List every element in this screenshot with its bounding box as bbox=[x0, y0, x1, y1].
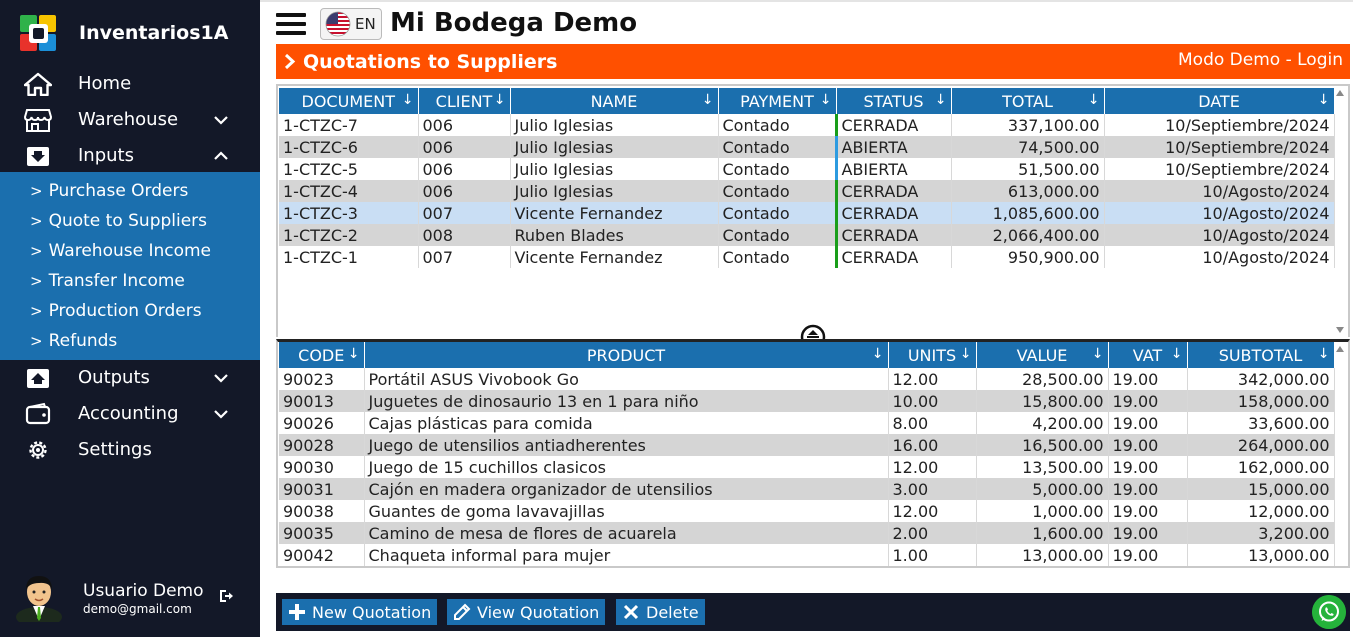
table-cell: 006 bbox=[418, 180, 510, 202]
chevron-right-icon: > bbox=[30, 332, 43, 350]
table-cell: 19.00 bbox=[1108, 522, 1187, 544]
plus-icon bbox=[288, 603, 306, 621]
nav-accounting-label: Accounting bbox=[78, 403, 179, 424]
column-header-value[interactable]: VALUE ↓ bbox=[976, 342, 1108, 368]
logout-icon[interactable] bbox=[218, 588, 234, 604]
table-cell: 13,000.00 bbox=[1187, 544, 1334, 566]
table-cell: Cajón en madera organizador de utensilios bbox=[364, 478, 888, 500]
table-cell: ABIERTA bbox=[836, 158, 951, 180]
table-row[interactable] bbox=[279, 478, 1334, 500]
user-profile bbox=[14, 570, 254, 622]
submenu-quote-to-suppliers[interactable] bbox=[30, 206, 207, 236]
app-title: Mi Bodega Demo bbox=[390, 8, 638, 38]
table-cell: Julio Iglesias bbox=[510, 158, 718, 180]
table-cell: 90026 bbox=[279, 412, 364, 434]
home-icon bbox=[24, 72, 52, 96]
chevron-down-icon bbox=[212, 370, 230, 386]
table-cell: 90035 bbox=[279, 522, 364, 544]
submenu-production-orders[interactable] bbox=[30, 296, 202, 326]
view-quotation-button[interactable] bbox=[447, 599, 605, 625]
table-cell: CERRADA bbox=[836, 202, 951, 224]
table-cell: Portátil ASUS Vivobook Go bbox=[364, 368, 888, 390]
table-row[interactable] bbox=[279, 180, 1334, 202]
table-cell: 8.00 bbox=[888, 412, 976, 434]
table-cell: Chaqueta informal para mujer bbox=[364, 544, 888, 566]
quotations-table-panel bbox=[276, 84, 1350, 337]
table-row[interactable] bbox=[279, 202, 1334, 224]
table-cell: 19.00 bbox=[1108, 544, 1187, 566]
table-cell: 12.00 bbox=[888, 368, 976, 390]
table-cell: 2.00 bbox=[888, 522, 976, 544]
table-row[interactable] bbox=[279, 158, 1334, 180]
sort-arrow-icon[interactable]: ↓ bbox=[701, 92, 714, 108]
submenu-label: Production Orders bbox=[48, 301, 202, 321]
table-cell: 13,500.00 bbox=[976, 456, 1108, 478]
table-cell: 16.00 bbox=[888, 434, 976, 456]
delete-button[interactable] bbox=[616, 599, 705, 625]
table-cell: 10.00 bbox=[888, 390, 976, 412]
submenu-label: Transfer Income bbox=[48, 271, 185, 291]
table-cell: 90013 bbox=[279, 390, 364, 412]
sort-arrow-icon[interactable]: ↓ bbox=[959, 346, 972, 362]
table-cell: Vicente Fernandez bbox=[510, 202, 718, 224]
quotations-scrollbar[interactable] bbox=[1334, 86, 1346, 337]
chevron-up-icon bbox=[212, 148, 230, 164]
table-cell: CERRADA bbox=[836, 180, 951, 202]
nav-accounting[interactable] bbox=[0, 396, 260, 432]
sort-arrow-icon[interactable]: ↓ bbox=[401, 92, 414, 108]
table-cell: 3,200.00 bbox=[1187, 522, 1334, 544]
column-header-document[interactable]: DOCUMENT ↓ bbox=[279, 88, 418, 114]
inbox-upload-icon bbox=[24, 366, 52, 390]
table-cell: 950,900.00 bbox=[951, 246, 1104, 268]
table-cell: 90023 bbox=[279, 368, 364, 390]
table-cell: 1,085,600.00 bbox=[951, 202, 1104, 224]
table-cell: 1-CTZC-6 bbox=[279, 136, 418, 158]
column-header-total[interactable]: TOTAL ↓ bbox=[951, 88, 1104, 114]
table-cell: 90042 bbox=[279, 544, 364, 566]
table-row[interactable] bbox=[279, 224, 1334, 246]
table-row[interactable] bbox=[279, 368, 1334, 390]
table-cell: Camino de mesa de flores de acuarela bbox=[364, 522, 888, 544]
table-cell: Cajas plásticas para comida bbox=[364, 412, 888, 434]
section-bar bbox=[276, 44, 1350, 79]
table-cell: Julio Iglesias bbox=[510, 180, 718, 202]
table-cell: 007 bbox=[418, 246, 510, 268]
table-cell: 337,100.00 bbox=[951, 114, 1104, 136]
nav-home[interactable] bbox=[0, 66, 260, 102]
sort-arrow-icon[interactable]: ↓ bbox=[871, 346, 884, 362]
table-cell: 162,000.00 bbox=[1187, 456, 1334, 478]
nav-inputs-label: Inputs bbox=[78, 145, 134, 166]
table-cell: Julio Iglesias bbox=[510, 136, 718, 158]
table-cell: 19.00 bbox=[1108, 368, 1187, 390]
table-row[interactable] bbox=[279, 412, 1334, 434]
table-row[interactable] bbox=[279, 390, 1334, 412]
chevron-right-icon: > bbox=[30, 212, 43, 230]
brand[interactable] bbox=[20, 14, 228, 52]
nav-outputs[interactable] bbox=[0, 360, 260, 396]
table-cell: 19.00 bbox=[1108, 478, 1187, 500]
table-cell: Contado bbox=[718, 136, 836, 158]
sort-arrow-icon[interactable]: ↓ bbox=[819, 92, 832, 108]
table-cell: 33,600.00 bbox=[1187, 412, 1334, 434]
submenu-purchase-orders[interactable] bbox=[30, 176, 188, 206]
table-cell: Juego de utensilios antiadherentes bbox=[364, 434, 888, 456]
table-cell: 19.00 bbox=[1108, 456, 1187, 478]
table-cell: 16,500.00 bbox=[976, 434, 1108, 456]
chevron-right-icon: > bbox=[30, 272, 43, 290]
table-cell: 90031 bbox=[279, 478, 364, 500]
table-row[interactable] bbox=[279, 246, 1334, 268]
avatar bbox=[14, 570, 64, 622]
table-row[interactable] bbox=[279, 522, 1334, 544]
table-cell: 10/Septiembre/2024 bbox=[1104, 114, 1334, 136]
table-cell: 2,066,400.00 bbox=[951, 224, 1104, 246]
column-header-product[interactable]: PRODUCT ↓ bbox=[364, 342, 888, 368]
column-header-client[interactable]: CLIENT ↓ bbox=[418, 88, 510, 114]
nav-warehouse-label: Warehouse bbox=[78, 109, 179, 130]
table-cell: 10/Septiembre/2024 bbox=[1104, 136, 1334, 158]
table-cell: Julio Iglesias bbox=[510, 114, 718, 136]
table-cell: 19.00 bbox=[1108, 500, 1187, 522]
quotations-table bbox=[279, 88, 1335, 268]
table-cell: 51,500.00 bbox=[951, 158, 1104, 180]
sort-arrow-icon[interactable]: ↓ bbox=[934, 92, 947, 108]
submenu-label: Quote to Suppliers bbox=[48, 211, 208, 231]
inbox-download-icon bbox=[24, 144, 52, 168]
table-cell: 3.00 bbox=[888, 478, 976, 500]
table-cell: 28,500.00 bbox=[976, 368, 1108, 390]
pencil-icon bbox=[453, 603, 471, 621]
table-cell: Guantes de goma lavavajillas bbox=[364, 500, 888, 522]
user-email: demo@gmail.com bbox=[83, 602, 192, 616]
language-code: EN bbox=[355, 15, 376, 33]
table-cell: 158,000.00 bbox=[1187, 390, 1334, 412]
table-cell: 10/Agosto/2024 bbox=[1104, 246, 1334, 268]
store-icon bbox=[24, 108, 52, 132]
us-flag-icon bbox=[325, 11, 351, 37]
submenu-label: Refunds bbox=[48, 331, 118, 351]
column-header-status[interactable]: STATUS ↓ bbox=[836, 88, 951, 114]
table-cell: 1-CTZC-7 bbox=[279, 114, 418, 136]
table-cell: 007 bbox=[418, 202, 510, 224]
table-cell: 19.00 bbox=[1108, 412, 1187, 434]
new-quotation-label: New Quotation bbox=[312, 602, 432, 622]
quotation-details-table bbox=[279, 342, 1335, 566]
chevron-right-icon: > bbox=[30, 302, 43, 320]
table-cell: 10/Agosto/2024 bbox=[1104, 224, 1334, 246]
table-cell: Juego de 15 cuchillos clasicos bbox=[364, 456, 888, 478]
sort-arrow-icon[interactable]: ↓ bbox=[1170, 346, 1183, 362]
submenu-refunds[interactable] bbox=[30, 326, 117, 356]
column-header-code[interactable]: CODE ↓ bbox=[279, 342, 364, 368]
table-cell: 613,000.00 bbox=[951, 180, 1104, 202]
table-cell: Ruben Blades bbox=[510, 224, 718, 246]
table-cell: 15,000.00 bbox=[1187, 478, 1334, 500]
table-cell: 006 bbox=[418, 158, 510, 180]
table-cell: 006 bbox=[418, 136, 510, 158]
action-toolbar bbox=[276, 593, 1350, 631]
table-row[interactable] bbox=[279, 114, 1334, 136]
table-cell: 264,000.00 bbox=[1187, 434, 1334, 456]
table-cell: 90038 bbox=[279, 500, 364, 522]
quotation-details-panel bbox=[276, 339, 1350, 568]
sort-arrow-icon[interactable]: ↓ bbox=[1087, 92, 1100, 108]
table-cell: 12,000.00 bbox=[1187, 500, 1334, 522]
table-cell: CERRADA bbox=[836, 246, 951, 268]
column-header-vat[interactable]: VAT ↓ bbox=[1108, 342, 1187, 368]
table-cell: Contado bbox=[718, 114, 836, 136]
table-cell: 12.00 bbox=[888, 456, 976, 478]
wallet-icon bbox=[24, 402, 52, 426]
nav-settings-label: Settings bbox=[78, 439, 152, 460]
table-cell: CERRADA bbox=[836, 114, 951, 136]
sort-arrow-icon[interactable]: ↓ bbox=[1317, 346, 1330, 362]
table-cell: Contado bbox=[718, 246, 836, 268]
table-cell: 13,000.00 bbox=[976, 544, 1108, 566]
nav-settings[interactable] bbox=[0, 432, 260, 468]
column-header-subtotal[interactable]: SUBTOTAL ↓ bbox=[1187, 342, 1334, 368]
column-header-payment[interactable]: PAYMENT ↓ bbox=[718, 88, 836, 114]
table-cell: 1,000.00 bbox=[976, 500, 1108, 522]
language-selector[interactable] bbox=[320, 8, 382, 40]
table-cell: 1,600.00 bbox=[976, 522, 1108, 544]
table-row[interactable] bbox=[279, 456, 1334, 478]
menu-toggle-icon[interactable] bbox=[276, 13, 306, 37]
demo-login-link[interactable]: Modo Demo - Login bbox=[1178, 50, 1343, 70]
table-cell: Vicente Fernandez bbox=[510, 246, 718, 268]
submenu-label: Purchase Orders bbox=[48, 181, 189, 201]
table-cell: Contado bbox=[718, 202, 836, 224]
table-cell: Contado bbox=[718, 180, 836, 202]
table-cell: 19.00 bbox=[1108, 390, 1187, 412]
table-cell: CERRADA bbox=[836, 224, 951, 246]
table-cell: 74,500.00 bbox=[951, 136, 1104, 158]
table-row[interactable] bbox=[279, 544, 1334, 566]
chevron-down-icon bbox=[212, 112, 230, 128]
table-cell: 5,000.00 bbox=[976, 478, 1108, 500]
close-icon bbox=[622, 603, 640, 621]
whatsapp-icon[interactable] bbox=[1312, 595, 1346, 629]
nav-home-label: Home bbox=[78, 73, 132, 94]
nav-outputs-label: Outputs bbox=[78, 367, 150, 388]
table-cell: ABIERTA bbox=[836, 136, 951, 158]
table-cell: 10/Agosto/2024 bbox=[1104, 180, 1334, 202]
brand-title: Inventarios1A bbox=[79, 22, 229, 44]
user-name: Usuario Demo bbox=[83, 581, 204, 601]
sort-arrow-icon[interactable]: ↓ bbox=[1091, 346, 1104, 362]
table-cell: 1-CTZC-2 bbox=[279, 224, 418, 246]
table-cell: 19.00 bbox=[1108, 434, 1187, 456]
scroll-up-icon[interactable] bbox=[1336, 90, 1344, 96]
scroll-down-icon[interactable] bbox=[1336, 327, 1344, 333]
table-cell: 006 bbox=[418, 114, 510, 136]
details-scrollbar[interactable] bbox=[1334, 342, 1346, 566]
table-cell: 1.00 bbox=[888, 544, 976, 566]
table-cell: 90028 bbox=[279, 434, 364, 456]
table-cell: Juguetes de dinosaurio 13 en 1 para niño bbox=[364, 390, 888, 412]
sort-arrow-icon[interactable]: ↓ bbox=[1317, 92, 1330, 108]
table-cell: Contado bbox=[718, 224, 836, 246]
details-header-row bbox=[279, 342, 1334, 368]
submenu-transfer-income[interactable] bbox=[30, 266, 185, 296]
table-cell: 1-CTZC-5 bbox=[279, 158, 418, 180]
chevron-right-icon: > bbox=[30, 242, 43, 260]
new-quotation-button[interactable] bbox=[282, 599, 437, 625]
table-cell: 90030 bbox=[279, 456, 364, 478]
nav-warehouse[interactable] bbox=[0, 102, 260, 138]
table-cell: 008 bbox=[418, 224, 510, 246]
scroll-up-icon[interactable] bbox=[1336, 346, 1344, 352]
sort-arrow-icon[interactable]: ↓ bbox=[493, 92, 506, 108]
submenu-label: Warehouse Income bbox=[48, 241, 212, 261]
column-header-date[interactable]: DATE ↓ bbox=[1104, 88, 1334, 114]
gear-icon bbox=[24, 438, 52, 462]
delete-label: Delete bbox=[646, 602, 699, 622]
quotations-header-row bbox=[279, 88, 1334, 114]
table-cell: 4,200.00 bbox=[976, 412, 1108, 434]
table-cell: 10/Agosto/2024 bbox=[1104, 202, 1334, 224]
top-header bbox=[260, 0, 1353, 44]
chevron-right-icon: > bbox=[30, 182, 43, 200]
table-cell: 10/Septiembre/2024 bbox=[1104, 158, 1334, 180]
column-header-name[interactable]: NAME ↓ bbox=[510, 88, 718, 114]
brand-logo-icon bbox=[20, 15, 57, 52]
table-cell: 1-CTZC-3 bbox=[279, 202, 418, 224]
table-cell: 342,000.00 bbox=[1187, 368, 1334, 390]
view-quotation-label: View Quotation bbox=[477, 602, 600, 622]
table-row[interactable] bbox=[279, 136, 1334, 158]
page-title: Quotations to Suppliers bbox=[303, 51, 558, 73]
table-cell: Contado bbox=[718, 158, 836, 180]
table-row[interactable] bbox=[279, 434, 1334, 456]
column-header-units[interactable]: UNITS ↓ bbox=[888, 342, 976, 368]
sort-arrow-icon[interactable]: ↓ bbox=[347, 346, 360, 362]
table-cell: 15,800.00 bbox=[976, 390, 1108, 412]
table-cell: 1-CTZC-1 bbox=[279, 246, 418, 268]
inputs-submenu bbox=[0, 172, 260, 360]
chevron-right-icon bbox=[284, 53, 296, 70]
table-row[interactable] bbox=[279, 500, 1334, 522]
table-cell: 1-CTZC-4 bbox=[279, 180, 418, 202]
nav-inputs[interactable] bbox=[0, 138, 260, 174]
chevron-down-icon bbox=[212, 406, 230, 422]
table-cell: 12.00 bbox=[888, 500, 976, 522]
submenu-warehouse-income[interactable] bbox=[30, 236, 211, 266]
sidebar bbox=[0, 0, 260, 637]
